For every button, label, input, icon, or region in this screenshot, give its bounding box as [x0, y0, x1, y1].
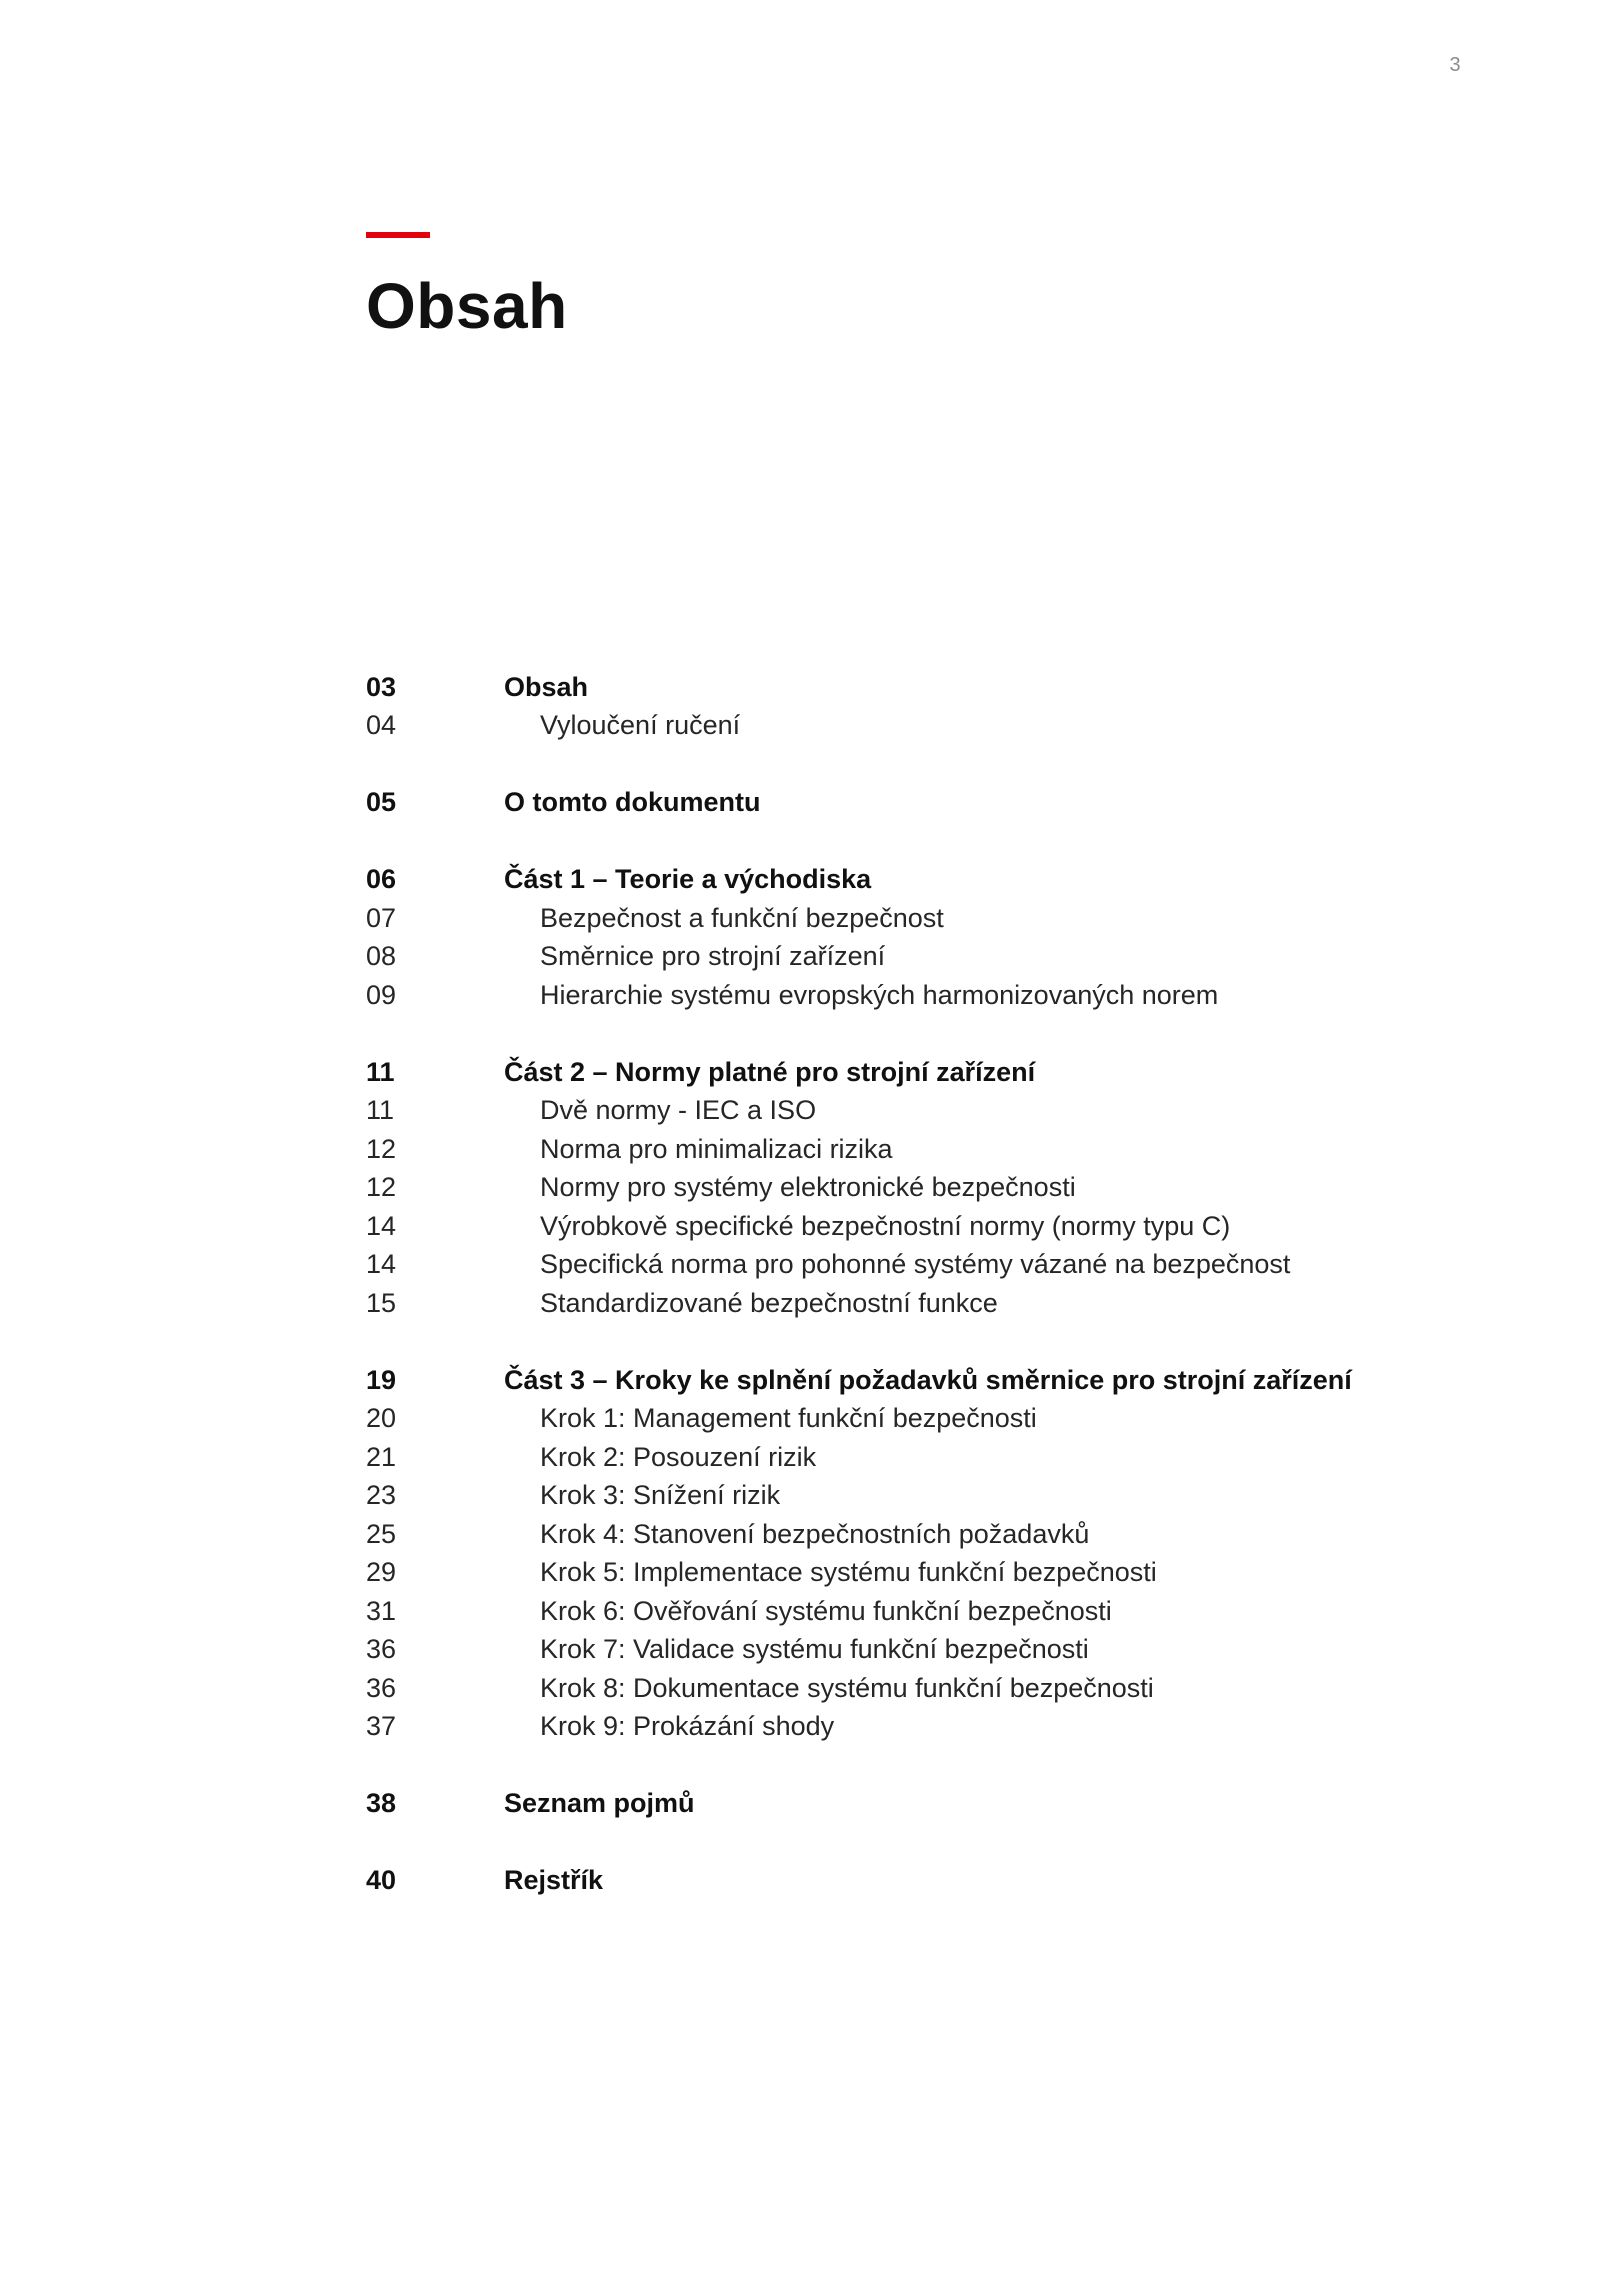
toc-heading-title: Rejstřík	[504, 1865, 604, 1896]
toc-section	[366, 1785, 1516, 1824]
toc-subentry-title: Výrobkově specifické bezpečnostní normy (normy typu C)	[540, 1210, 1231, 1241]
toc-subentry[interactable]	[366, 976, 1516, 1015]
toc-subentry[interactable]	[366, 1554, 1516, 1593]
toc-subentry-title: Bezpečnost a funkční bezpečnost	[540, 902, 944, 933]
toc-page-number: 15	[366, 1287, 397, 1318]
toc-subentry-title: Krok 9: Prokázání shody	[540, 1711, 835, 1742]
toc-section	[366, 1361, 1516, 1746]
toc-subentry[interactable]	[366, 1169, 1516, 1208]
toc-heading-title: Obsah	[504, 671, 589, 702]
toc-page-number: 14	[366, 1249, 397, 1280]
toc-heading-entry[interactable]	[366, 1053, 1516, 1092]
toc-subentry-title: Vyloučení ručení	[540, 710, 741, 741]
toc-heading-title: Seznam pojmů	[504, 1788, 695, 1819]
table-of-contents	[366, 668, 1516, 1939]
toc-subentry[interactable]	[366, 1400, 1516, 1439]
toc-heading-entry[interactable]	[366, 861, 1516, 900]
toc-page-number: 12	[366, 1133, 397, 1164]
toc-subentry-title: Normy pro systémy elektronické bezpečnosti	[540, 1172, 1076, 1203]
toc-page-number: 29	[366, 1557, 397, 1588]
toc-subentry-title: Dvě normy - IEC a ISO	[540, 1095, 817, 1126]
toc-section	[366, 861, 1516, 1015]
toc-subentry[interactable]	[366, 1515, 1516, 1554]
toc-heading-title: O tomto dokumentu	[504, 787, 761, 818]
toc-subentry[interactable]	[366, 938, 1516, 977]
page-number: 3	[1449, 54, 1461, 76]
toc-page-number: 23	[366, 1480, 397, 1511]
toc-heading-entry[interactable]	[366, 668, 1516, 707]
toc-subentry[interactable]	[366, 1477, 1516, 1516]
toc-subentry-title: Krok 3: Snížení rizik	[540, 1480, 781, 1511]
toc-page-number: 36	[366, 1634, 397, 1665]
toc-subentry-title: Směrnice pro strojní zařízení	[540, 941, 886, 972]
toc-subentry[interactable]	[366, 1708, 1516, 1747]
toc-subentry-title: Krok 1: Management funkční bezpečnosti	[540, 1403, 1037, 1434]
toc-subentry-title: Specifická norma pro pohonné systémy vázané na bezpečnost	[540, 1249, 1291, 1280]
toc-page-number: 03	[366, 671, 397, 702]
toc-page-number: 31	[366, 1595, 397, 1626]
toc-subentry[interactable]	[366, 1669, 1516, 1708]
toc-page-number: 11	[366, 1056, 395, 1087]
toc-subentry-title: Hierarchie systému evropských harmonizovaných norem	[540, 979, 1219, 1010]
toc-subentry[interactable]	[366, 1438, 1516, 1477]
toc-page-number: 40	[366, 1865, 397, 1896]
toc-subentry[interactable]	[366, 899, 1516, 938]
toc-page-number: 09	[366, 979, 397, 1010]
toc-section	[366, 668, 1516, 745]
toc-heading-title: Část 3 – Kroky ke splnění požadavků směrnice pro strojní zařízení	[504, 1364, 1352, 1395]
toc-subentry[interactable]	[366, 707, 1516, 746]
toc-page-number: 11	[366, 1095, 395, 1126]
toc-heading-entry[interactable]	[366, 1361, 1516, 1400]
toc-page-number: 08	[366, 941, 397, 972]
toc-section	[366, 784, 1516, 823]
toc-subentry-title: Norma pro minimalizaci rizika	[540, 1133, 893, 1164]
toc-subentry[interactable]	[366, 1246, 1516, 1285]
toc-page-number: 12	[366, 1172, 397, 1203]
toc-heading-entry[interactable]	[366, 784, 1516, 823]
toc-page-number: 19	[366, 1364, 397, 1395]
toc-subentry[interactable]	[366, 1092, 1516, 1131]
toc-page-number: 36	[366, 1672, 397, 1703]
toc-page-number: 25	[366, 1518, 397, 1549]
toc-page-number: 05	[366, 787, 397, 818]
toc-subentry-title: Krok 7: Validace systému funkční bezpečnosti	[540, 1634, 1089, 1665]
title-accent-bar	[366, 232, 430, 238]
toc-page-number: 21	[366, 1441, 397, 1472]
toc-subentry[interactable]	[366, 1207, 1516, 1246]
toc-page-number: 07	[366, 902, 397, 933]
toc-subentry[interactable]	[366, 1130, 1516, 1169]
toc-subentry[interactable]	[366, 1284, 1516, 1323]
toc-subentry-title: Krok 4: Stanovení bezpečnostních požadavků	[540, 1518, 1090, 1549]
toc-heading-entry[interactable]	[366, 1785, 1516, 1824]
toc-section	[366, 1862, 1516, 1901]
toc-page-number: 06	[366, 864, 397, 895]
page-title: Obsah	[366, 270, 568, 342]
toc-subentry[interactable]	[366, 1631, 1516, 1670]
toc-page-number: 37	[366, 1711, 397, 1742]
toc-subentry-title: Krok 8: Dokumentace systému funkční bezpečnosti	[540, 1672, 1154, 1703]
toc-page-number: 04	[366, 710, 397, 741]
toc-heading-title: Část 2 – Normy platné pro strojní zařízení	[504, 1056, 1036, 1087]
toc-page-number: 20	[366, 1403, 397, 1434]
toc-subentry-title: Krok 5: Implementace systému funkční bezpečnosti	[540, 1557, 1157, 1588]
toc-subentry[interactable]	[366, 1592, 1516, 1631]
toc-page-number: 38	[366, 1788, 397, 1819]
toc-subentry-title: Krok 2: Posouzení rizik	[540, 1441, 817, 1472]
toc-heading-entry[interactable]	[366, 1862, 1516, 1901]
toc-heading-title: Část 1 – Teorie a východiska	[504, 864, 872, 895]
toc-page-number: 14	[366, 1210, 397, 1241]
toc-section	[366, 1053, 1516, 1323]
toc-subentry-title: Krok 6: Ověřování systému funkční bezpečnosti	[540, 1595, 1112, 1626]
toc-subentry-title: Standardizované bezpečnostní funkce	[540, 1287, 998, 1318]
